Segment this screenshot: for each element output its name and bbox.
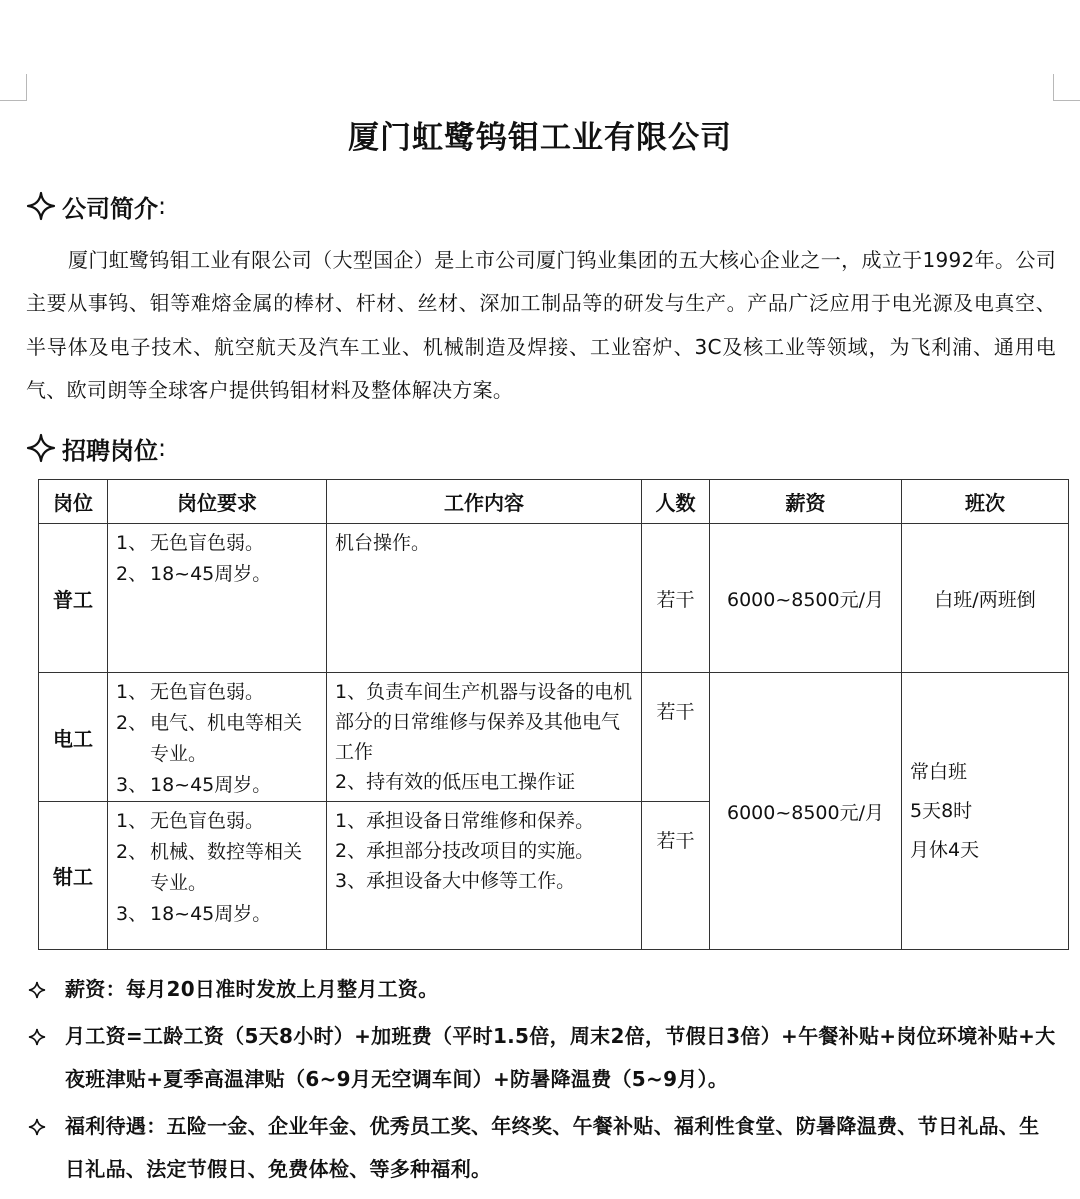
section-heading-text: 公司简介 xyxy=(62,194,158,223)
diamond-star-icon xyxy=(28,981,46,999)
list-item: 1、负责车间生产机器与设备的电机部分的日常维修与保养及其他电气工作 xyxy=(335,681,633,763)
note-item xyxy=(26,968,1056,1011)
list-item: 2、承担部分技改项目的实施。 xyxy=(335,840,595,862)
section-heading-colon: : xyxy=(158,192,167,220)
header-cell: 薪资 xyxy=(710,480,902,524)
list-item: 1、 无色盲色弱。 xyxy=(116,532,265,554)
table-row xyxy=(39,673,1069,802)
position-cell: 普工 xyxy=(39,524,108,673)
page-corner-mark-left xyxy=(0,74,27,101)
list-item: 1、 无色盲色弱。 xyxy=(116,810,265,832)
header-cell: 人数 xyxy=(642,480,710,524)
header-cell: 工作内容 xyxy=(327,480,642,524)
content-cell xyxy=(327,802,642,950)
section-heading-text: 招聘岗位 xyxy=(62,436,158,465)
list-item: 2、 电气、机电等相关专业。 xyxy=(116,712,303,765)
section-heading-recruit xyxy=(26,428,166,468)
header-cell: 岗位要求 xyxy=(108,480,327,524)
shift-line: 5天8时 xyxy=(910,799,973,822)
list-item: 3、承担设备大中修等工作。 xyxy=(335,870,576,892)
notes-list xyxy=(26,968,1056,1191)
diamond-star-icon xyxy=(28,1118,46,1136)
note-item xyxy=(26,1105,1056,1191)
requirements-cell xyxy=(108,524,327,673)
page-corner-mark-right xyxy=(1053,74,1080,101)
shift-line: 常白班 xyxy=(910,760,968,783)
headcount-cell: 若干 xyxy=(642,524,710,673)
headcount-cell: 若干 xyxy=(642,673,710,802)
company-intro-paragraph: 厦门虹鹭钨钼工业有限公司（大型国企）是上市公司厦门钨业集团的五大核心企业之一，成立于1992年。公司主要从事钨、钼等难熔金属的棒材、杆材、丝材、深加工制品等的研发与生产。产品广泛应用于电光源及电真空、半导体及电子技术、航空航天及汽车工业、机械制造及焊接、工业窑炉、3C及核工业等领域，为飞利浦、通用电气、欧司朗等全球客户提供钨钼材料及整体解决方案。 xyxy=(26,248,1056,402)
salary-cell: 6000~8500元/月 xyxy=(710,524,902,673)
shift-cell xyxy=(902,673,1069,950)
list-item: 2、 机械、数控等相关专业。 xyxy=(116,841,303,894)
four-point-star-icon xyxy=(26,191,56,221)
note-text: 月工资=工龄工资（5天8小时）+加班费（平时1.5倍，周末2倍，节假日3倍）+午餐补贴+岗位环境补贴+大夜班津贴+夏季高温津贴（6~9月无空调车间）+防暑降温费（5~9月）。 xyxy=(65,1024,1056,1091)
four-point-star-icon xyxy=(26,433,56,463)
requirements-cell xyxy=(108,673,327,802)
position-cell: 电工 xyxy=(39,673,108,802)
content-cell xyxy=(327,673,642,802)
list-item: 2、持有效的低压电工操作证 xyxy=(335,771,576,793)
table-row xyxy=(39,524,1069,673)
requirements-cell xyxy=(108,802,327,950)
salary-cell: 6000~8500元/月 xyxy=(710,673,902,950)
shift-line: 月休4天 xyxy=(910,838,980,861)
shift-cell: 白班/两班倒 xyxy=(902,524,1069,673)
header-cell: 岗位 xyxy=(39,480,108,524)
content-cell xyxy=(327,524,642,673)
list-item: 3、 18~45周岁。 xyxy=(116,774,272,796)
diamond-star-icon xyxy=(28,1028,46,1046)
job-table xyxy=(38,479,1069,950)
list-item: 3、 18~45周岁。 xyxy=(116,903,272,925)
list-item: 1、承担设备日常维修和保养。 xyxy=(335,810,595,832)
note-text: 薪资：每月20日准时发放上月整月工资。 xyxy=(65,977,439,1001)
table-header-row xyxy=(39,480,1069,524)
note-text: 福利待遇：五险一金、企业年金、优秀员工奖、年终奖、午餐补贴、福利性食堂、防暑降温费、节日礼品、生日礼品、法定节假日、免费体检、等多种福利。 xyxy=(65,1114,1040,1181)
note-item xyxy=(26,1015,1056,1101)
headcount-cell: 若干 xyxy=(642,802,710,950)
list-item: 机台操作。 xyxy=(335,532,431,554)
list-item: 2、 18~45周岁。 xyxy=(116,563,272,585)
page-title: 厦门虹鹭钨钼工业有限公司 xyxy=(348,120,732,156)
header-cell: 班次 xyxy=(902,480,1069,524)
list-item: 1、 无色盲色弱。 xyxy=(116,681,265,703)
position-cell: 钳工 xyxy=(39,802,108,950)
section-heading-intro xyxy=(26,186,166,226)
section-heading-colon: : xyxy=(158,434,167,462)
